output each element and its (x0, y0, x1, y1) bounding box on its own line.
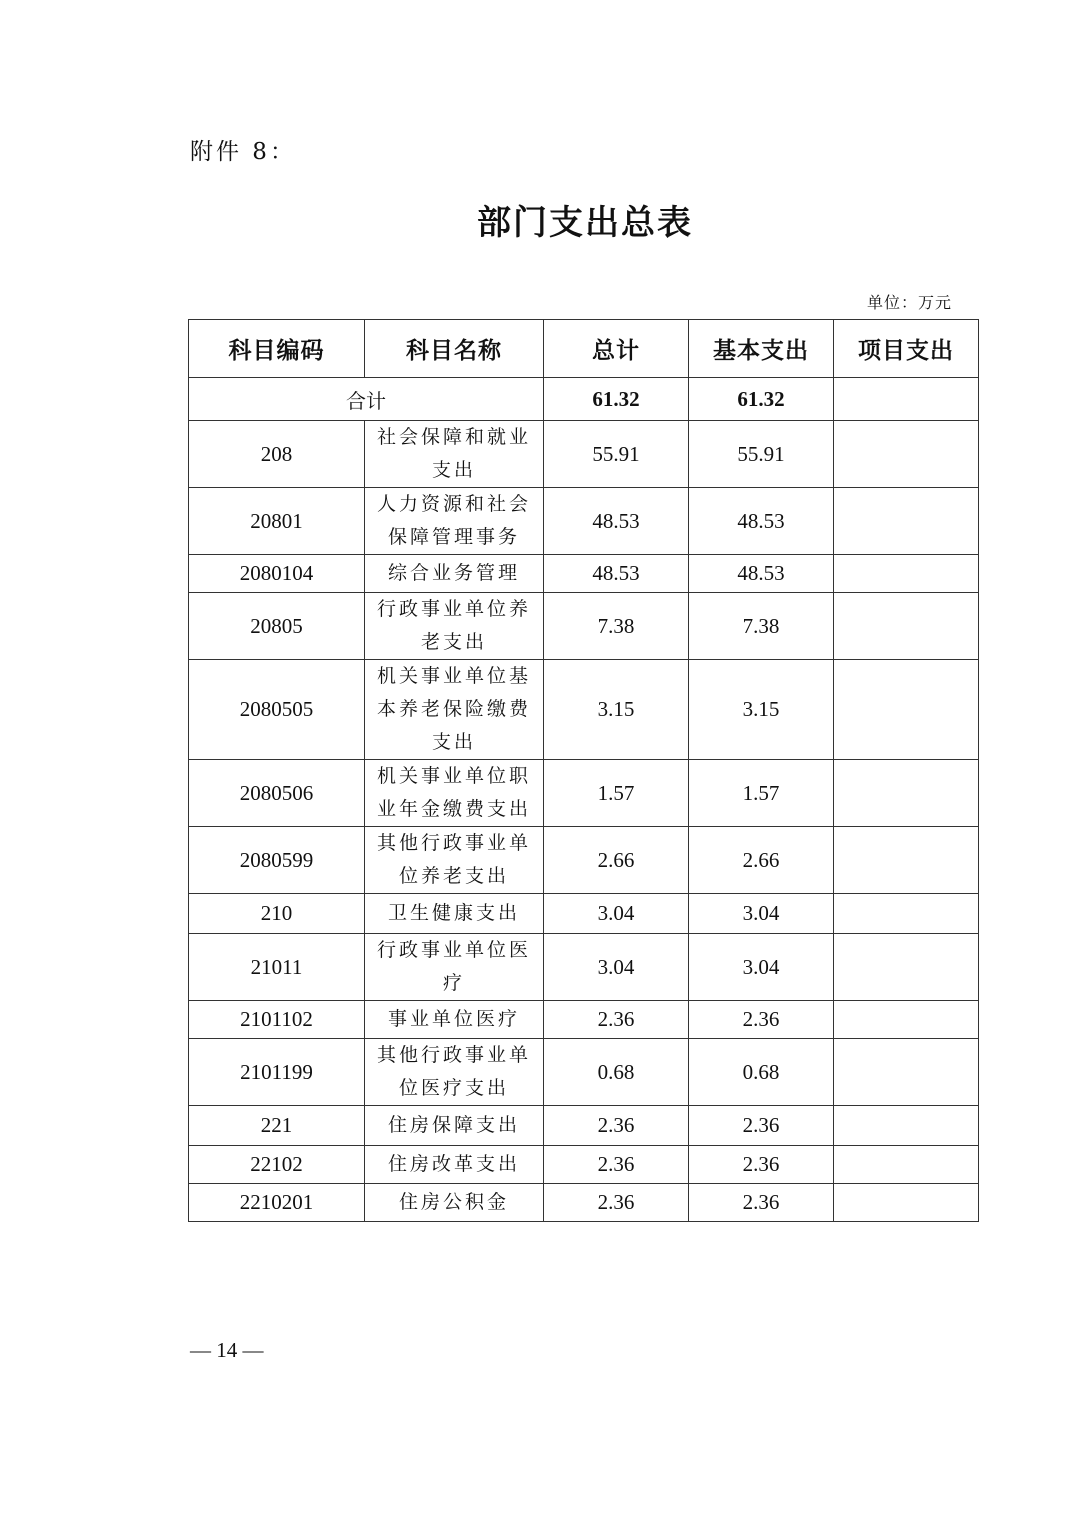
table-row (189, 488, 979, 555)
row-project (834, 760, 979, 827)
row-basic: 2.36 (689, 1146, 834, 1184)
table-row (189, 1184, 979, 1222)
table-row (189, 894, 979, 934)
row-basic: 0.68 (689, 1039, 834, 1106)
row-project (834, 488, 979, 555)
table-row (189, 421, 979, 488)
table-row (189, 760, 979, 827)
header-name: 科目名称 (365, 320, 544, 378)
row-name: 其他行政事业单位养老支出 (365, 827, 544, 894)
row-name: 机关事业单位职业年金缴费支出 (365, 760, 544, 827)
row-name: 机关事业单位基本养老保险缴费支出 (365, 660, 544, 760)
row-project (834, 827, 979, 894)
row-total: 3.15 (544, 660, 689, 760)
row-code: 2080505 (189, 660, 365, 760)
row-code: 22102 (189, 1146, 365, 1184)
row-project (834, 555, 979, 593)
unit-label: 单位：万元 (866, 293, 952, 312)
row-code: 20801 (189, 488, 365, 555)
total-label: 合计 (189, 378, 544, 421)
row-total: 2.36 (544, 1146, 689, 1184)
row-name: 其他行政事业单位医疗支出 (365, 1039, 544, 1106)
row-total: 7.38 (544, 593, 689, 660)
row-name: 住房改革支出 (365, 1146, 544, 1184)
row-basic: 3.04 (689, 934, 834, 1001)
row-basic: 2.66 (689, 827, 834, 894)
row-total: 48.53 (544, 488, 689, 555)
table-row (189, 555, 979, 593)
header-total: 总计 (544, 320, 689, 378)
row-code: 20805 (189, 593, 365, 660)
row-project (834, 1001, 979, 1039)
row-total: 3.04 (544, 894, 689, 934)
table-row (189, 934, 979, 1001)
table-row (189, 593, 979, 660)
row-basic: 55.91 (689, 421, 834, 488)
row-code: 2101102 (189, 1001, 365, 1039)
row-total: 3.04 (544, 934, 689, 1001)
expenditure-table (188, 319, 979, 1222)
row-project (834, 421, 979, 488)
row-basic: 2.36 (689, 1001, 834, 1039)
row-name: 社会保障和就业支出 (365, 421, 544, 488)
row-name: 住房公积金 (365, 1184, 544, 1222)
row-basic: 3.04 (689, 894, 834, 934)
row-name: 人力资源和社会保障管理事务 (365, 488, 544, 555)
row-project (834, 894, 979, 934)
row-code: 2210201 (189, 1184, 365, 1222)
row-total: 1.57 (544, 760, 689, 827)
row-code: 2101199 (189, 1039, 365, 1106)
row-total: 0.68 (544, 1039, 689, 1106)
row-project (834, 934, 979, 1001)
row-project (834, 1184, 979, 1222)
row-basic: 48.53 (689, 488, 834, 555)
row-basic: 2.36 (689, 1184, 834, 1222)
total-row (189, 378, 979, 421)
table-row (189, 660, 979, 760)
total-basic: 61.32 (689, 378, 834, 421)
row-name: 综合业务管理 (365, 555, 544, 593)
page-number: — 14 — (190, 1338, 264, 1362)
row-total: 2.36 (544, 1106, 689, 1146)
header-code: 科目编码 (189, 320, 365, 378)
row-basic: 1.57 (689, 760, 834, 827)
row-name: 卫生健康支出 (365, 894, 544, 934)
table-header-row (189, 320, 979, 378)
header-project: 项目支出 (834, 320, 979, 378)
row-name: 行政事业单位养老支出 (365, 593, 544, 660)
row-project (834, 1039, 979, 1106)
row-basic: 3.15 (689, 660, 834, 760)
row-total: 2.36 (544, 1001, 689, 1039)
table-row (189, 1039, 979, 1106)
row-basic: 7.38 (689, 593, 834, 660)
row-code: 2080599 (189, 827, 365, 894)
row-basic: 2.36 (689, 1106, 834, 1146)
row-total: 2.36 (544, 1184, 689, 1222)
row-basic: 48.53 (689, 555, 834, 593)
row-code: 21011 (189, 934, 365, 1001)
table-row (189, 827, 979, 894)
table-row (189, 1146, 979, 1184)
row-total: 55.91 (544, 421, 689, 488)
row-name: 住房保障支出 (365, 1106, 544, 1146)
row-code: 208 (189, 421, 365, 488)
page-title: 部门支出总表 (477, 203, 693, 243)
row-total: 2.66 (544, 827, 689, 894)
total-project (834, 378, 979, 421)
row-total: 48.53 (544, 555, 689, 593)
row-code: 2080506 (189, 760, 365, 827)
row-project (834, 1146, 979, 1184)
row-name: 行政事业单位医疗 (365, 934, 544, 1001)
table-row (189, 1001, 979, 1039)
attachment-label: 附件 8： (190, 139, 296, 165)
row-code: 210 (189, 894, 365, 934)
row-project (834, 660, 979, 760)
row-name: 事业单位医疗 (365, 1001, 544, 1039)
table-row (189, 1106, 979, 1146)
total-sum: 61.32 (544, 378, 689, 421)
header-basic: 基本支出 (689, 320, 834, 378)
row-code: 221 (189, 1106, 365, 1146)
row-code: 2080104 (189, 555, 365, 593)
row-project (834, 593, 979, 660)
row-project (834, 1106, 979, 1146)
